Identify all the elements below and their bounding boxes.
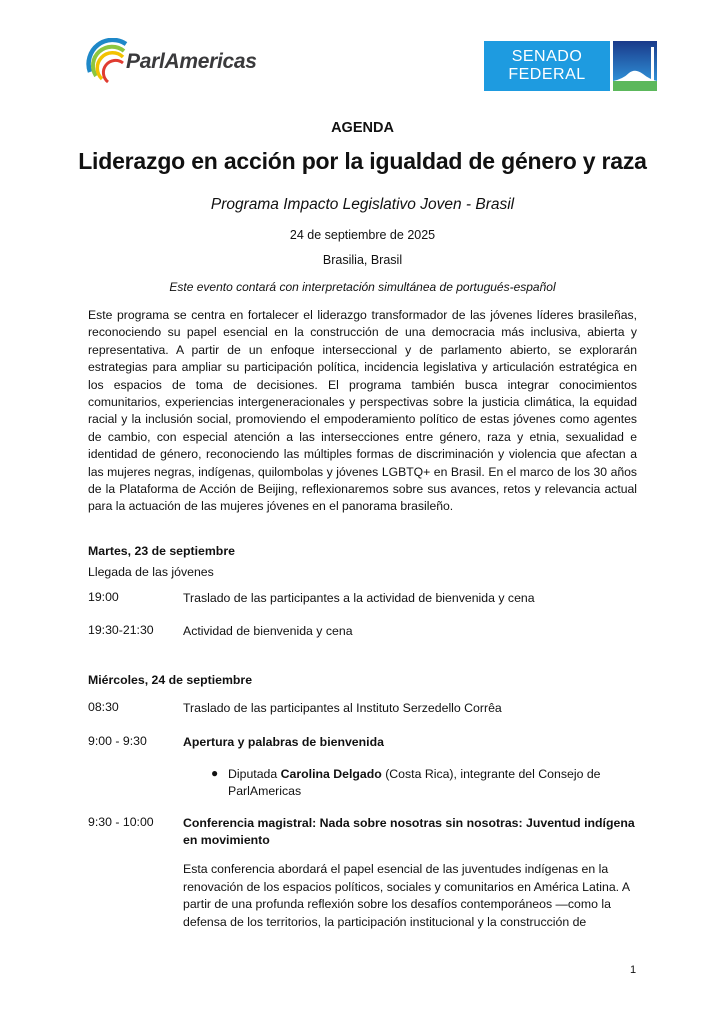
session-description: Esta conferencia abordará el papel esencial de las juventudes indígenas en la renovación de los espacios políticos, sociales y comunitarios en América Latina. A partir de una profunda reflexión sobre los desafíos contemporáneos —como la defensa de los territorios, la participación institucional y la construcción de	[183, 862, 630, 929]
intro-paragraph: Este programa se centra en fortalecer el liderazgo transformador de las jóvenes líderes brasileñas, reconociendo su papel esencial en la construcción de una democracia más inclusiva, abierta y representativa. A partir de un enfoque interseccional y de parlamento abierto, se explorarán estrategias para ampliar su participación política, incidencia legislativa y articulación estratégica en los espacios de toma de decisiones. El programa también busca integrar conocimientos comunitarios, experiencias intergeneracionales y perspectivas sobre la justicia climática, la equidad racial y la inclusión social, promoviendo el empoderamiento político de estas jóvenes como agentes de cambio, con especial atención a las intersecciones entre género, raza y etnia, sexualidad e identidad de género, reconociendo las múltiples formas de discriminación y violencia que afectan a las mujeres negras, indígenas, quilombolas y jóvenes LGBTQ+ en Brasil. En el marco de los 30 años de la Plataforma de Acción de Beijing, reflexionaremos sobre sus avances, retos y relevancia actual para la actuación de las mujeres jóvenes en el panorama brasileño.	[88, 308, 637, 514]
agenda-label: AGENDA	[331, 120, 394, 136]
senado-box	[484, 41, 610, 91]
schedule-activity: Apertura y palabras de bienvenida	[183, 735, 384, 749]
speaker-prefix: Diputada	[228, 767, 281, 781]
speaker-name: Carolina Delgado	[280, 767, 382, 781]
bullet-icon: ●	[211, 766, 219, 780]
schedule-activity: Traslado de las participantes a la actividad de bienvenida y cena	[183, 591, 535, 605]
subtitle: Programa Impacto Legislativo Joven - Brasil	[210, 196, 515, 213]
schedule-time: 19:00	[88, 590, 119, 604]
day-heading: Martes, 23 de septiembre	[88, 544, 235, 558]
congress-dome-icon	[613, 41, 657, 91]
schedule-activity: Actividad de bienvenida y cena	[183, 624, 353, 638]
speaker-item	[228, 766, 628, 800]
day-heading: Miércoles, 24 de septiembre	[88, 673, 253, 687]
senado-line2: FEDERAL	[508, 66, 586, 83]
schedule-time: 08:30	[88, 700, 119, 714]
schedule-time: 19:30-21:30	[88, 623, 154, 637]
page-title: Liderazgo en acción por la igualdad de género y raza	[78, 148, 647, 174]
schedule-activity: Conferencia magistral: Nada sobre nosotras sin nosotras: Juventud indígena en movimiento	[183, 816, 635, 848]
interpretation-note: Este evento contará con interpretación simultánea de portugués-español	[169, 280, 556, 294]
parlamericas-wordmark: ParlAmericas	[126, 50, 257, 73]
page-number: 1	[630, 964, 637, 976]
event-date: 24 de septiembre de 2025	[289, 228, 436, 242]
senado-line1: SENADO	[511, 48, 583, 65]
parlamericas-logo	[86, 38, 266, 92]
schedule-activity: Traslado de las participantes al Instituto Serzedello Corrêa	[183, 701, 502, 715]
day-note: Llegada de las jóvenes	[88, 565, 214, 579]
senado-federal-logo	[484, 41, 657, 91]
schedule-time: 9:30 - 10:00	[88, 815, 154, 829]
speaker-suffix: (Costa Rica), integrante del Consejo de ParlAmericas	[228, 767, 601, 798]
event-place: Brasilia, Brasil	[322, 253, 403, 267]
schedule-time: 9:00 - 9:30	[88, 734, 147, 748]
